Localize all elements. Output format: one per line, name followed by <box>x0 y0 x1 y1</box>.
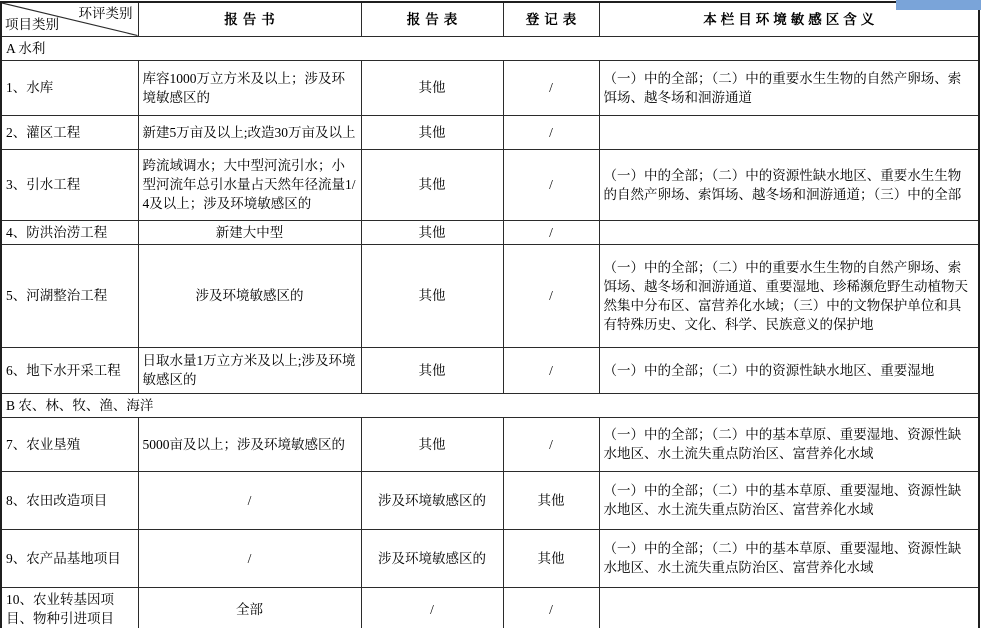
sensitive-meaning-cell: （一）中的全部；（二）中的基本草原、重要湿地、资源性缺水地区、水土流失重点防治区、富营养化水域 <box>599 471 979 529</box>
report-form-cell: 其他 <box>361 347 503 393</box>
table-row <box>1 149 979 220</box>
registration-form-cell: / <box>503 587 599 628</box>
eia-category-table <box>0 1 980 628</box>
registration-form-cell: / <box>503 417 599 471</box>
report-book-cell: 新建大中型 <box>138 220 361 244</box>
section-row <box>1 36 979 60</box>
report-form-cell: 其他 <box>361 149 503 220</box>
table-header <box>1 2 979 36</box>
registration-form-cell: 其他 <box>503 471 599 529</box>
category-cell: 3、引水工程 <box>1 149 138 220</box>
section-header-label: B 农、林、牧、渔、海洋 <box>1 393 979 417</box>
column-header-report-book: 报告书 <box>138 2 361 36</box>
report-book-cell: 涉及环境敏感区的 <box>138 244 361 347</box>
report-book-cell: 库容1000万立方米及以上；涉及环境敏感区的 <box>138 60 361 115</box>
corner-label-column-axis: 环评类别 <box>78 6 133 21</box>
category-cell: 5、河湖整治工程 <box>1 244 138 347</box>
category-cell: 7、农业垦殖 <box>1 417 138 471</box>
category-cell: 4、防洪治涝工程 <box>1 220 138 244</box>
report-form-cell: 其他 <box>361 244 503 347</box>
report-book-cell: 跨流域调水；大中型河流引水；小型河流年总引水量占天然年径流量1/4及以上；涉及环境敏感区的 <box>138 149 361 220</box>
table-body <box>1 36 979 628</box>
category-cell: 1、水库 <box>1 60 138 115</box>
section-header-label: A 水利 <box>1 36 979 60</box>
report-book-cell: 全部 <box>138 587 361 628</box>
category-cell: 9、农产品基地项目 <box>1 529 138 587</box>
report-form-cell: 其他 <box>361 60 503 115</box>
table-row <box>1 587 979 628</box>
column-header-report-form: 报告表 <box>361 2 503 36</box>
sensitive-meaning-cell: （一）中的全部；（二）中的重要水生生物的自然产卵场、索饵场、越冬场和洄游通道 <box>599 60 979 115</box>
table-row <box>1 529 979 587</box>
report-form-cell: 涉及环境敏感区的 <box>361 471 503 529</box>
registration-form-cell: / <box>503 220 599 244</box>
corner-header <box>1 2 138 36</box>
report-form-cell: 其他 <box>361 220 503 244</box>
report-form-cell: 涉及环境敏感区的 <box>361 529 503 587</box>
sensitive-meaning-cell <box>599 587 979 628</box>
table-row <box>1 60 979 115</box>
report-book-cell: 5000亩及以上；涉及环境敏感区的 <box>138 417 361 471</box>
table-row <box>1 244 979 347</box>
table-row <box>1 220 979 244</box>
category-cell: 6、地下水开采工程 <box>1 347 138 393</box>
corner-label-row-axis: 项目类别 <box>5 17 59 33</box>
sensitive-meaning-cell <box>599 115 979 149</box>
column-header-registration-form: 登记表 <box>503 2 599 36</box>
blue-accent-bar <box>896 0 981 10</box>
report-form-cell: / <box>361 587 503 628</box>
category-cell: 10、农业转基因项目、物种引进项目 <box>1 587 138 628</box>
report-book-cell: / <box>138 529 361 587</box>
column-header-sensitive-meaning: 本栏目环境敏感区含义 <box>599 2 979 36</box>
sensitive-meaning-cell: （一）中的全部；（二）中的基本草原、重要湿地、资源性缺水地区、水土流失重点防治区、富营养化水域 <box>599 417 979 471</box>
table-row <box>1 417 979 471</box>
report-book-cell: 新建5万亩及以上;改造30万亩及以上 <box>138 115 361 149</box>
sensitive-meaning-cell: （一）中的全部；（二）中的基本草原、重要湿地、资源性缺水地区、水土流失重点防治区、富营养化水域 <box>599 529 979 587</box>
sensitive-meaning-cell: （一）中的全部；（二）中的资源性缺水地区、重要水生生物的自然产卵场、索饵场、越冬场和洄游通道；（三）中的全部 <box>599 149 979 220</box>
section-row <box>1 393 979 417</box>
registration-form-cell: / <box>503 347 599 393</box>
sensitive-meaning-cell: （一）中的全部；（二）中的重要水生生物的自然产卵场、索饵场、越冬场和洄游通道、重要湿地、珍稀濒危野生动植物天然集中分布区、富营养化水域；（三）中的文物保护单位和具有特殊历史、文化、科学、民族意义的保护地 <box>599 244 979 347</box>
report-form-cell: 其他 <box>361 417 503 471</box>
report-book-cell: 日取水量1万立方米及以上;涉及环境敏感区的 <box>138 347 361 393</box>
category-cell: 2、灌区工程 <box>1 115 138 149</box>
sensitive-meaning-cell <box>599 220 979 244</box>
report-book-cell: / <box>138 471 361 529</box>
registration-form-cell: / <box>503 149 599 220</box>
registration-form-cell: 其他 <box>503 529 599 587</box>
table-row <box>1 471 979 529</box>
registration-form-cell: / <box>503 60 599 115</box>
sensitive-meaning-cell: （一）中的全部；（二）中的资源性缺水地区、重要湿地 <box>599 347 979 393</box>
registration-form-cell: / <box>503 115 599 149</box>
registration-form-cell: / <box>503 244 599 347</box>
table-row <box>1 347 979 393</box>
report-form-cell: 其他 <box>361 115 503 149</box>
category-cell: 8、农田改造项目 <box>1 471 138 529</box>
table-row <box>1 115 979 149</box>
